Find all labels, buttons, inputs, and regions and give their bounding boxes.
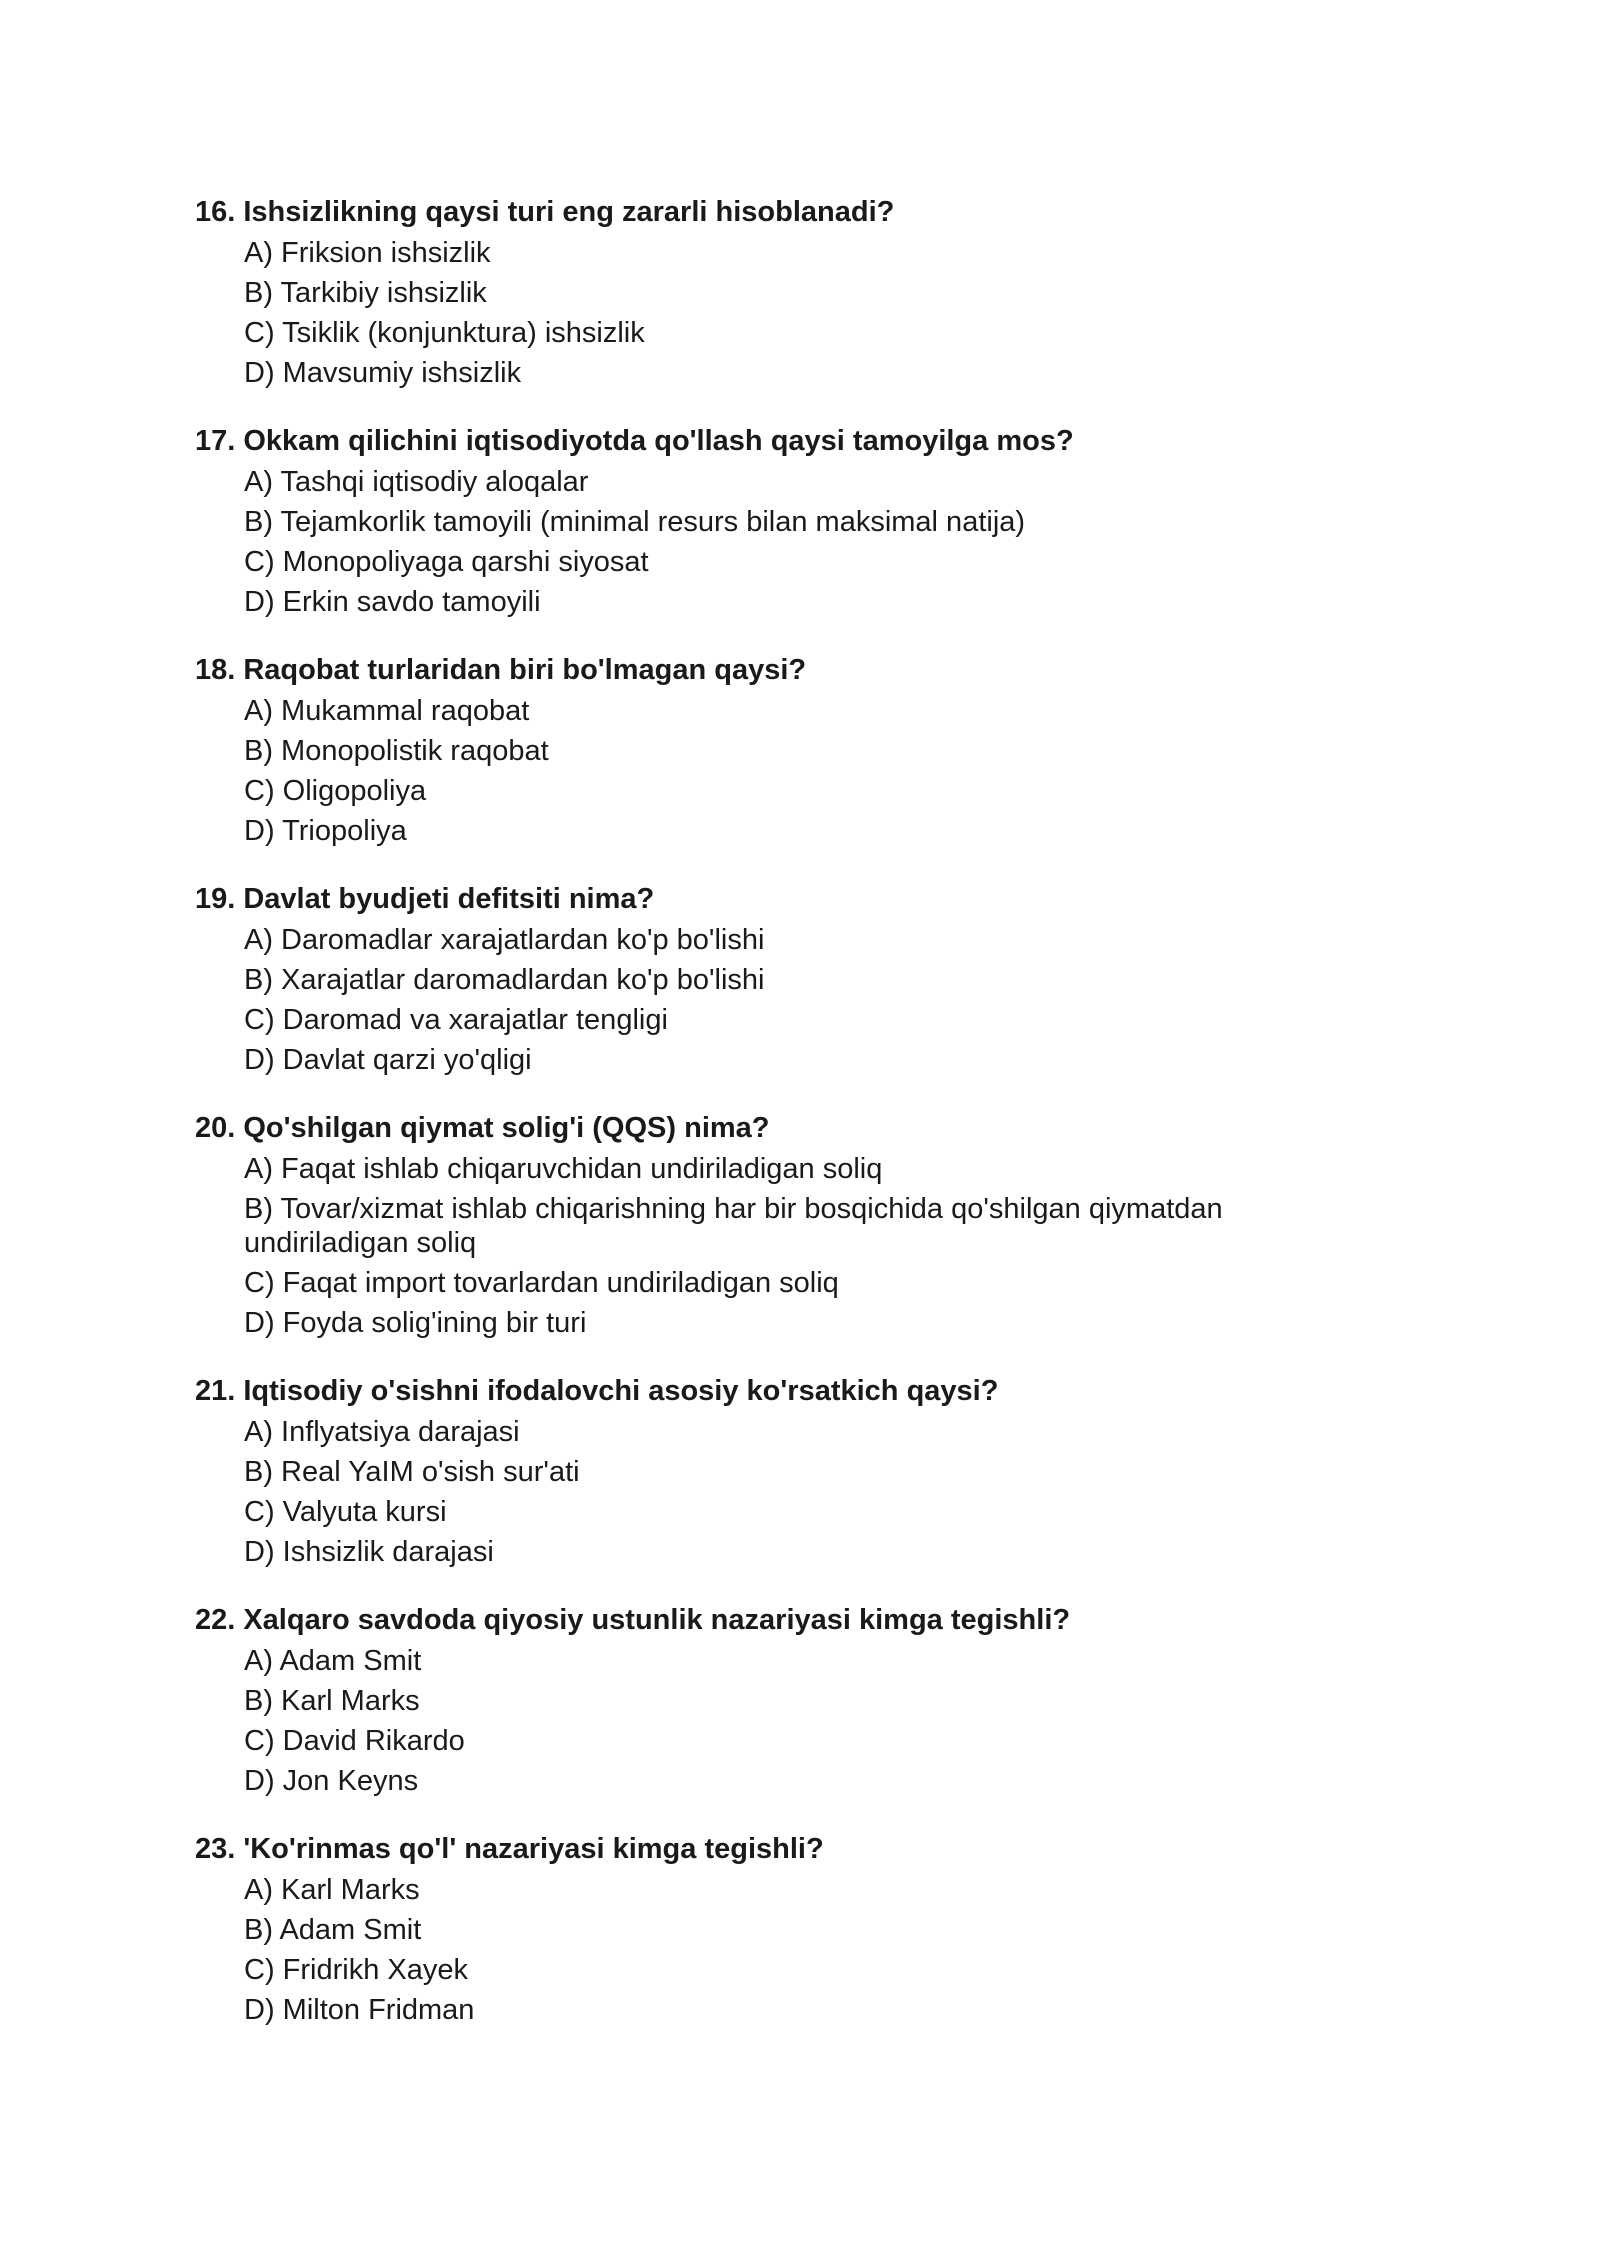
question-text: 'Ko'rinmas qo'l' nazariyasi kimga tegishli?: [243, 1833, 824, 1865]
option-b: B) Monopolistik raqobat: [244, 735, 549, 767]
option-a: A) Adam Smit: [244, 1645, 422, 1677]
option-b: B) Tarkibiy ishsizlik: [244, 277, 487, 309]
question-item: [195, 192, 1415, 390]
question-number: 17.: [195, 425, 236, 457]
option-list: [195, 923, 1415, 1077]
question-title: [195, 879, 1415, 919]
question-number: 16.: [195, 196, 236, 228]
option-d: D) Erkin savdo tamoyili: [244, 586, 541, 618]
option-c: C) Daromad va xarajatlar tengligi: [244, 1004, 668, 1036]
question-text: Davlat byudjeti defitsiti nima?: [243, 883, 655, 915]
option-b: B) Xarajatlar daromadlardan ko'p bo'lishi: [244, 964, 765, 996]
option-list: [195, 1415, 1415, 1569]
option-a: A) Friksion ishsizlik: [244, 237, 491, 269]
option-c: C) Oligopoliya: [244, 775, 427, 807]
option-d: D) Foyda solig'ining bir turi: [244, 1307, 587, 1339]
option-d: D) Mavsumiy ishsizlik: [244, 357, 522, 389]
question-number: 23.: [195, 1833, 236, 1865]
option-c: C) Monopoliyaga qarshi siyosat: [244, 546, 649, 578]
option-d: D) Triopoliya: [244, 815, 407, 847]
question-text: Iqtisodiy o'sishni ifodalovchi asosiy ko'rsatkich qaysi?: [243, 1375, 999, 1407]
option-c: C) Tsiklik (konjunktura) ishsizlik: [244, 317, 645, 349]
question-number: 22.: [195, 1604, 236, 1636]
option-list: [195, 1873, 1415, 2027]
question-title: [195, 192, 1415, 232]
option-d: D) Ishsizlik darajasi: [244, 1536, 494, 1568]
question-text: Xalqaro savdoda qiyosiy ustunlik nazariyasi kimga tegishli?: [243, 1604, 1071, 1636]
question-text: Ishsizlikning qaysi turi eng zararli hisoblanadi?: [243, 196, 895, 228]
question-item: [195, 1829, 1415, 2027]
option-c: C) Valyuta kursi: [244, 1496, 447, 1528]
question-title: [195, 1371, 1415, 1411]
option-list: [195, 465, 1415, 619]
option-a: A) Daromadlar xarajatlardan ko'p bo'lishi: [244, 924, 765, 956]
option-d: D) Milton Fridman: [244, 1994, 475, 2026]
option-list: [195, 694, 1415, 848]
option-a: A) Karl Marks: [244, 1874, 420, 1906]
option-d: D) Davlat qarzi yo'qligi: [244, 1044, 532, 1076]
option-c: C) Faqat import tovarlardan undiriladigan soliq: [244, 1267, 839, 1299]
question-number: 19.: [195, 883, 236, 915]
question-title: [195, 421, 1415, 461]
question-title: [195, 650, 1415, 690]
option-list: [195, 1152, 1415, 1340]
question-text: Raqobat turlaridan biri bo'lmagan qaysi?: [243, 654, 807, 686]
question-item: [195, 879, 1415, 1077]
question-title: [195, 1108, 1415, 1148]
question-item: [195, 1108, 1415, 1340]
question-item: [195, 1600, 1415, 1798]
option-a: A) Inflyatsiya darajasi: [244, 1416, 520, 1448]
option-a: A) Tashqi iqtisodiy aloqalar: [244, 466, 589, 498]
option-b: B) Adam Smit: [244, 1914, 422, 1946]
question-text: Okkam qilichini iqtisodiyotda qo'llash qaysi tamoyilga mos?: [243, 425, 1074, 457]
question-item: [195, 650, 1415, 848]
question-number: 21.: [195, 1375, 236, 1407]
option-c: C) Fridrikh Xayek: [244, 1954, 468, 1986]
option-d: D) Jon Keyns: [244, 1765, 419, 1797]
option-b: B) Tovar/xizmat ishlab chiqarishning har bir bosqichida qo'shilgan qiymatdan undiriladigan soliq: [244, 1193, 1223, 1259]
option-a: A) Faqat ishlab chiqaruvchidan undiriladigan soliq: [244, 1153, 883, 1185]
option-c: C) David Rikardo: [244, 1725, 465, 1757]
question-text: Qo'shilgan qiymat solig'i (QQS) nima?: [243, 1112, 770, 1144]
option-b: B) Tejamkorlik tamoyili (minimal resurs bilan maksimal natija): [244, 506, 1026, 538]
question-title: [195, 1600, 1415, 1640]
option-list: [195, 1644, 1415, 1798]
question-item: [195, 421, 1415, 619]
question-list: [195, 192, 1415, 2058]
option-b: B) Karl Marks: [244, 1685, 420, 1717]
question-number: 20.: [195, 1112, 236, 1144]
option-a: A) Mukammal raqobat: [244, 695, 530, 727]
option-list: [195, 236, 1415, 390]
question-item: [195, 1371, 1415, 1569]
option-b: B) Real YaIM o'sish sur'ati: [244, 1456, 580, 1488]
question-number: 18.: [195, 654, 236, 686]
question-title: [195, 1829, 1415, 1869]
